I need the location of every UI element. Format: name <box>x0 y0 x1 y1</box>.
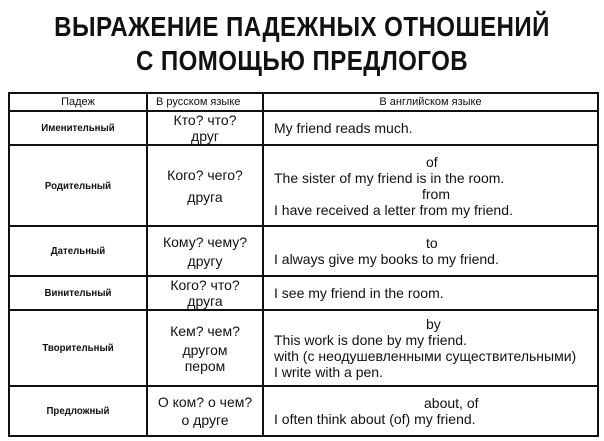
russian-question: О ком? о чем? <box>157 394 253 410</box>
english-example: I always give my books to my friend. <box>274 251 499 267</box>
header-row <box>9 93 598 111</box>
english-example: The sister of my friend is in the room. <box>274 169 505 186</box>
english-cell <box>263 111 598 145</box>
russian-form: о друге <box>181 412 229 428</box>
russian-form: друга <box>187 188 223 205</box>
russian-question: Кого? что? <box>170 277 240 293</box>
case-name: Предложный <box>15 386 142 436</box>
table-row <box>9 310 598 386</box>
english-example: My friend reads much. <box>274 120 413 136</box>
russian-form: другом <box>182 341 228 358</box>
english-cell <box>263 310 598 386</box>
header-case: Падеж <box>9 93 147 111</box>
russian-question: Кому? чему? <box>162 233 248 250</box>
english-preposition: to <box>426 235 438 251</box>
cases-table <box>8 92 599 437</box>
table-row <box>9 226 598 276</box>
english-cell <box>263 145 598 226</box>
header-russian: В русском языке <box>147 93 263 111</box>
table-row <box>9 386 598 436</box>
case-name: Творительный <box>15 310 142 386</box>
case-name: Винительный <box>15 276 142 310</box>
english-preposition: from <box>422 185 450 202</box>
english-example: This work is done by my friend. <box>274 332 467 348</box>
table-row <box>9 111 598 145</box>
english-cell <box>263 226 598 276</box>
english-preposition: by <box>426 316 441 332</box>
english-note: with (с неодушевленными существительными) <box>274 348 577 364</box>
english-cell <box>263 276 598 310</box>
english-example: I have received a letter from my friend. <box>274 201 513 218</box>
title-line-1: ВЫРАЖЕНИЕ ПАДЕЖНЫХ ОТНОШЕНИЙ <box>54 11 550 42</box>
russian-form: друг <box>191 128 219 144</box>
russian-cell <box>147 276 263 310</box>
case-name: Родительный <box>15 145 142 226</box>
russian-form: другу <box>187 252 223 269</box>
english-cell <box>263 386 598 436</box>
russian-form: пером <box>184 357 226 374</box>
english-example: I often think about (of) my friend. <box>274 411 476 427</box>
english-example: I write with a pen. <box>274 364 383 380</box>
english-preposition: of <box>426 153 438 170</box>
russian-question: Кто? что? <box>173 112 237 128</box>
russian-form: друга <box>187 293 223 309</box>
header-english: В английском языке <box>263 93 598 111</box>
russian-question: Кем? чем? <box>170 322 240 339</box>
russian-cell <box>147 386 263 436</box>
table-row <box>9 145 598 226</box>
case-name: Дательный <box>15 226 142 276</box>
russian-question: Кого? чего? <box>167 166 243 183</box>
russian-cell <box>147 145 263 226</box>
table-row <box>9 276 598 310</box>
russian-cell <box>147 226 263 276</box>
english-preposition: about, of <box>424 395 479 411</box>
case-name: Именительный <box>15 111 142 145</box>
russian-cell <box>147 310 263 386</box>
title-line-2: С ПОМОЩЬЮ ПРЕДЛОГОВ <box>135 45 469 76</box>
page-title <box>49 10 555 78</box>
russian-cell <box>147 111 263 145</box>
english-example: I see my friend in the room. <box>274 285 444 301</box>
